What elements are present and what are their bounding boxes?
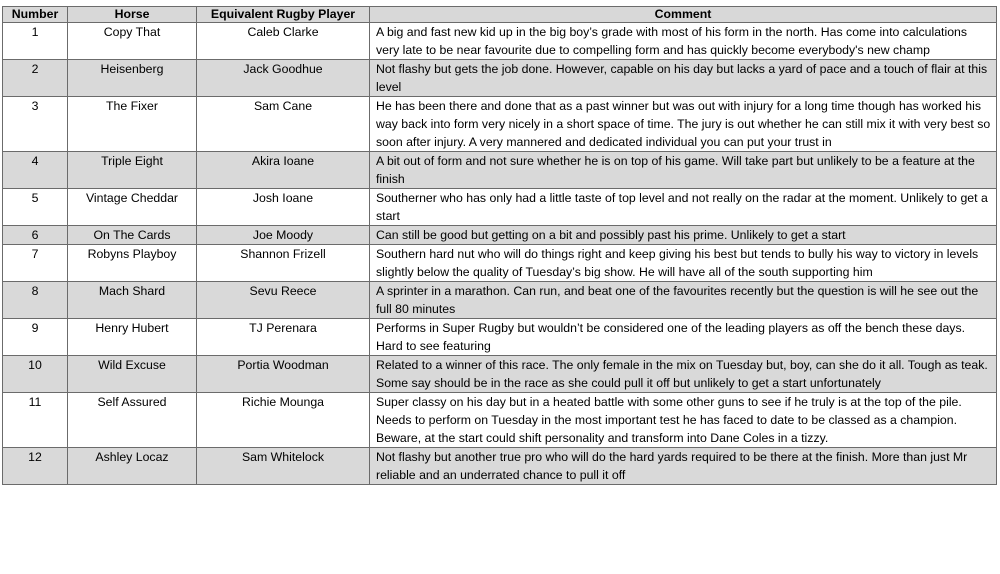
header-rugby-player: Equivalent Rugby Player xyxy=(197,7,370,23)
row-player: Joe Moody xyxy=(197,226,370,245)
table-row xyxy=(3,60,997,97)
row-horse: Ashley Locaz xyxy=(68,448,197,485)
row-player: Caleb Clarke xyxy=(197,23,370,60)
table-row xyxy=(3,152,997,189)
row-comment: Can still be good but getting on a bit and possibly past his prime. Unlikely to get a start xyxy=(370,226,997,245)
row-horse: The Fixer xyxy=(68,97,197,152)
table-row xyxy=(3,319,997,356)
row-number: 7 xyxy=(3,245,68,282)
row-number: 2 xyxy=(3,60,68,97)
row-horse: Mach Shard xyxy=(68,282,197,319)
row-horse: Self Assured xyxy=(68,393,197,448)
row-horse: Henry Hubert xyxy=(68,319,197,356)
row-horse: On The Cards xyxy=(68,226,197,245)
row-player: Shannon Frizell xyxy=(197,245,370,282)
row-comment: Related to a winner of this race. The only female in the mix on Tuesday but, boy, can she do it all. Tough as teak. Some say should be in the race as she could pull it off but unlikely to get a start unfortunately xyxy=(370,356,997,393)
row-number: 3 xyxy=(3,97,68,152)
row-player: Akira Ioane xyxy=(197,152,370,189)
row-comment: Southern hard nut who will do things right and keep giving his best but tends to bully his way to victory in levels slightly below the quality of Tuesday’s big show. He will have all of the south supporting him xyxy=(370,245,997,282)
row-comment: Not flashy but gets the job done. However, capable on his day but lacks a yard of pace and a touch of flair at this level xyxy=(370,60,997,97)
row-player: TJ Perenara xyxy=(197,319,370,356)
table-row xyxy=(3,448,997,485)
row-number: 4 xyxy=(3,152,68,189)
row-horse: Robyns Playboy xyxy=(68,245,197,282)
row-player: Jack Goodhue xyxy=(197,60,370,97)
row-comment: Super classy on his day but in a heated battle with some other guns to see if he truly is at the top of the pile. Needs to perform on Tuesday in the most important test he has faced to date to be classed as a champion. Beware, at the start could shift personality and transform into Dane Coles in a tizzy. xyxy=(370,393,997,448)
row-horse: Wild Excuse xyxy=(68,356,197,393)
row-horse: Heisenberg xyxy=(68,60,197,97)
row-player: Sam Whitelock xyxy=(197,448,370,485)
header-row xyxy=(3,7,997,23)
row-number: 6 xyxy=(3,226,68,245)
row-number: 5 xyxy=(3,189,68,226)
table-row xyxy=(3,226,997,245)
table-row xyxy=(3,393,997,448)
row-number: 12 xyxy=(3,448,68,485)
row-number: 8 xyxy=(3,282,68,319)
row-player: Sam Cane xyxy=(197,97,370,152)
horse-comparison-table xyxy=(2,6,997,485)
row-player: Portia Woodman xyxy=(197,356,370,393)
row-comment: A sprinter in a marathon. Can run, and beat one of the favourites recently but the question is will he see out the full 80 minutes xyxy=(370,282,997,319)
row-horse: Copy That xyxy=(68,23,197,60)
row-horse: Triple Eight xyxy=(68,152,197,189)
row-comment: Southerner who has only had a little taste of top level and not really on the radar at the moment. Unlikely to get a start xyxy=(370,189,997,226)
table-row xyxy=(3,189,997,226)
row-comment: Performs in Super Rugby but wouldn’t be considered one of the leading players as off the bench these days. Hard to see featuring xyxy=(370,319,997,356)
row-comment: Not flashy but another true pro who will do the hard yards required to be there at the finish. More than just Mr reliable and an underrated chance to pull it off xyxy=(370,448,997,485)
row-horse: Vintage Cheddar xyxy=(68,189,197,226)
table-row xyxy=(3,282,997,319)
row-number: 1 xyxy=(3,23,68,60)
table-row xyxy=(3,97,997,152)
header-number: Number xyxy=(3,7,68,23)
row-number: 10 xyxy=(3,356,68,393)
header-horse: Horse xyxy=(68,7,197,23)
row-player: Sevu Reece xyxy=(197,282,370,319)
row-number: 9 xyxy=(3,319,68,356)
row-player: Richie Mounga xyxy=(197,393,370,448)
row-comment: A big and fast new kid up in the big boy’s grade with most of his form in the north. Has come into calculations very late to be near favourite due to compelling form and has quickly become everybody's new champ xyxy=(370,23,997,60)
table-row xyxy=(3,356,997,393)
row-comment: A bit out of form and not sure whether he is on top of his game. Will take part but unlikely to be a feature at the finish xyxy=(370,152,997,189)
row-comment: He has been there and done that as a past winner but was out with injury for a long time though has worked his way back into form very nicely in a short space of time. The jury is out whether he can still mix it with very best so soon after injury. A very mannered and dedicated individual you can put your trust in xyxy=(370,97,997,152)
table-row xyxy=(3,245,997,282)
header-comment: Comment xyxy=(370,7,997,23)
row-number: 11 xyxy=(3,393,68,448)
table-row xyxy=(3,23,997,60)
row-player: Josh Ioane xyxy=(197,189,370,226)
